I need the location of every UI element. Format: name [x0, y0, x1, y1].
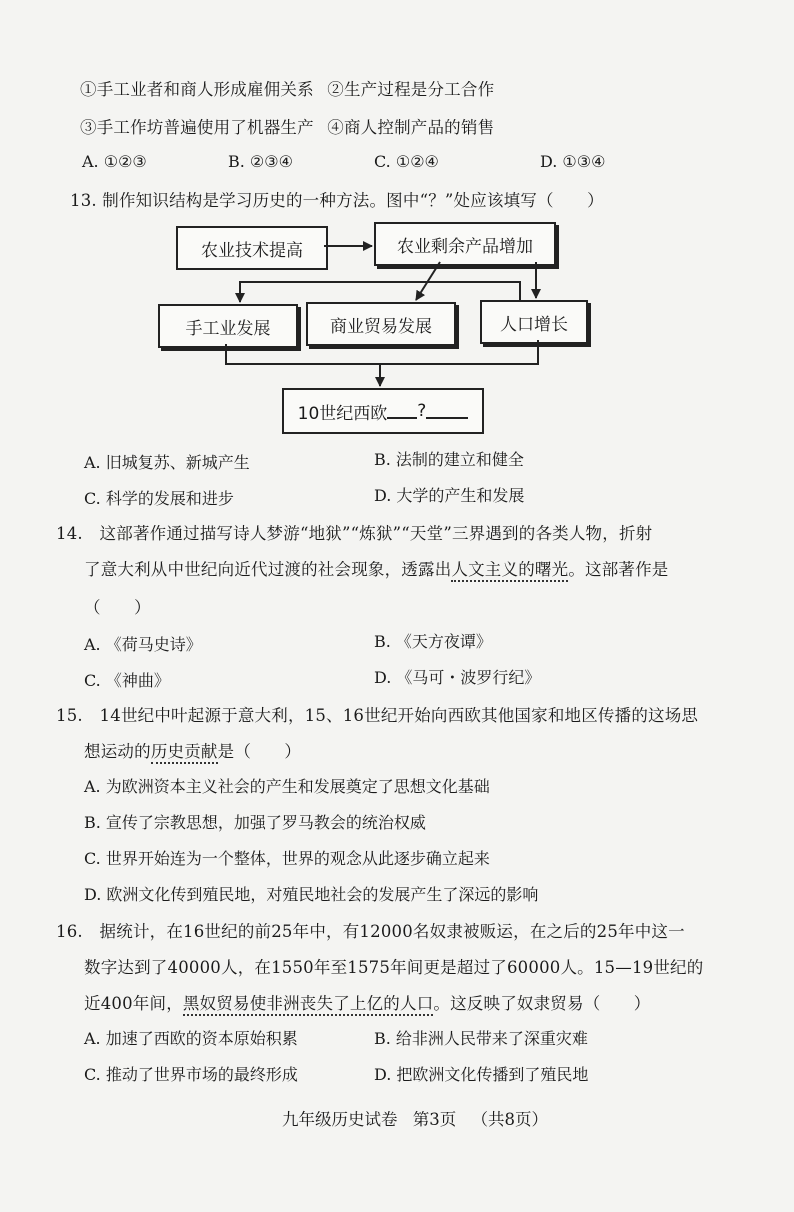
q12-statement-2: ②生产过程是分工合作 — [327, 80, 495, 99]
q16-option-d[interactable]: D. 把欧洲文化传播到了殖民地 — [374, 1065, 589, 1084]
q15-stem-line2 — [84, 738, 301, 762]
q13-option-c[interactable]: C. 科学的发展和进步 — [84, 489, 234, 508]
q14-stem-line1: 14. 这部著作通过描写诗人梦游“地狱”“炼狱”“天堂”三界遇到的各类人物，折射 — [56, 524, 653, 543]
q15-option-c[interactable]: C. 世界开始连为一个整体，世界的观念从此逐步确立起来 — [84, 849, 490, 868]
q12-statement-4: ④商人控制产品的销售 — [327, 118, 495, 137]
diagram-box-commerce: 商业贸易发展 — [306, 302, 456, 346]
q14-stem-line2 — [84, 556, 669, 580]
q12-option-a[interactable]: A. ①②③ — [82, 152, 147, 171]
q16-text: 近400年间， — [84, 994, 183, 1013]
q16-stem-line1: 16. 据统计，在16世纪的前25年中，有12000名奴隶被贩运，在之后的25年中这一 — [56, 922, 685, 941]
diagram-box-agri-tech: 农业技术提高 — [176, 226, 328, 270]
q14-text: 了意大利从中世纪向近代过渡的社会现象，透露出 — [84, 560, 452, 579]
q12-option-d[interactable]: D. ①③④ — [540, 152, 606, 171]
q15-text: 14世纪中叶起源于意大利，15、16世纪开始向西欧其他国家和地区传播的这场思 — [99, 706, 699, 725]
diagram-box-handicraft: 手工业发展 — [158, 304, 298, 348]
q12-statement-1: ①手工业者和商人形成雇佣关系 — [80, 80, 314, 99]
q15-stem-line1 — [56, 702, 698, 726]
q16-stem-line2: 数字达到了40000人，在1550年至1575年间更是超过了60000人。15—19世纪的 — [84, 958, 704, 977]
q13-option-a[interactable]: A. 旧城复苏、新城产生 — [84, 453, 250, 472]
q14-option-d[interactable]: D. 《马可・波罗行纪》 — [374, 668, 541, 687]
diagram-result-label: 10世纪西欧 — [297, 403, 388, 424]
q12-option-c[interactable]: C. ①②④ — [374, 152, 439, 171]
q16-stem-line3 — [84, 990, 651, 1014]
q16-option-a[interactable]: A. 加速了西欧的资本原始积累 — [84, 1029, 298, 1048]
q16-option-b[interactable]: B. 给非洲人民带来了深重灾难 — [374, 1029, 588, 1048]
q14-option-c[interactable]: C. 《神曲》 — [84, 671, 170, 690]
q15-option-a[interactable]: A. 为欧洲资本主义社会的产生和发展奠定了思想文化基础 — [84, 777, 490, 796]
page-footer — [282, 1106, 548, 1130]
q14-option-a[interactable]: A. 《荷马史诗》 — [84, 635, 202, 654]
arrow-population-to-handicraft — [240, 282, 520, 302]
footer-total-pages: （共8页） — [471, 1110, 548, 1129]
bracket-to-result — [226, 340, 538, 364]
q14-emphasis: 人文主义的曙光 — [451, 560, 568, 582]
q12-option-b[interactable]: B. ②③④ — [228, 152, 293, 171]
q15-option-d[interactable]: D. 欧洲文化传到殖民地，对殖民地社会的发展产生了深远的影响 — [84, 885, 539, 904]
diagram-box-population: 人口增长 — [480, 300, 588, 344]
footer-page-number: 第3页 — [412, 1110, 457, 1129]
q15-text-2: 想运动的 — [84, 742, 151, 761]
q14-option-b[interactable]: B. 《天方夜谭》 — [374, 632, 492, 651]
q16-text-end: 。这反映了奴隶贸易（ ） — [433, 994, 651, 1013]
q14-answer-paren: （ ） — [84, 598, 151, 617]
q15-emphasis: 历史贡献 — [151, 742, 218, 764]
q16-option-c[interactable]: C. 推动了世界市场的最终形成 — [84, 1065, 298, 1084]
diagram-box-agri-surplus: 农业剩余产品增加 — [374, 222, 556, 266]
q15-number: 15. — [56, 706, 100, 725]
q13-option-d[interactable]: D. 大学的产生和发展 — [374, 486, 525, 505]
q12-statement-3: ③手工作坊普遍使用了机器生产 — [80, 118, 314, 137]
q15-option-b[interactable]: B. 宣传了宗教思想，加强了罗马教会的统治权威 — [84, 813, 426, 832]
question-mark: ? — [417, 401, 427, 421]
q15-text-end: 是（ ） — [217, 742, 302, 761]
q14-text-end: 。这部著作是 — [568, 560, 669, 579]
q16-emphasis: 黑奴贸易使非洲丧失了上亿的人口 — [183, 994, 434, 1016]
footer-title: 九年级历史试卷 — [282, 1110, 398, 1129]
q13-option-b[interactable]: B. 法制的建立和健全 — [374, 450, 524, 469]
q13-stem: 13. 制作知识结构是学习历史的一种方法。图中“？”处应该填写（ ） — [70, 191, 604, 210]
